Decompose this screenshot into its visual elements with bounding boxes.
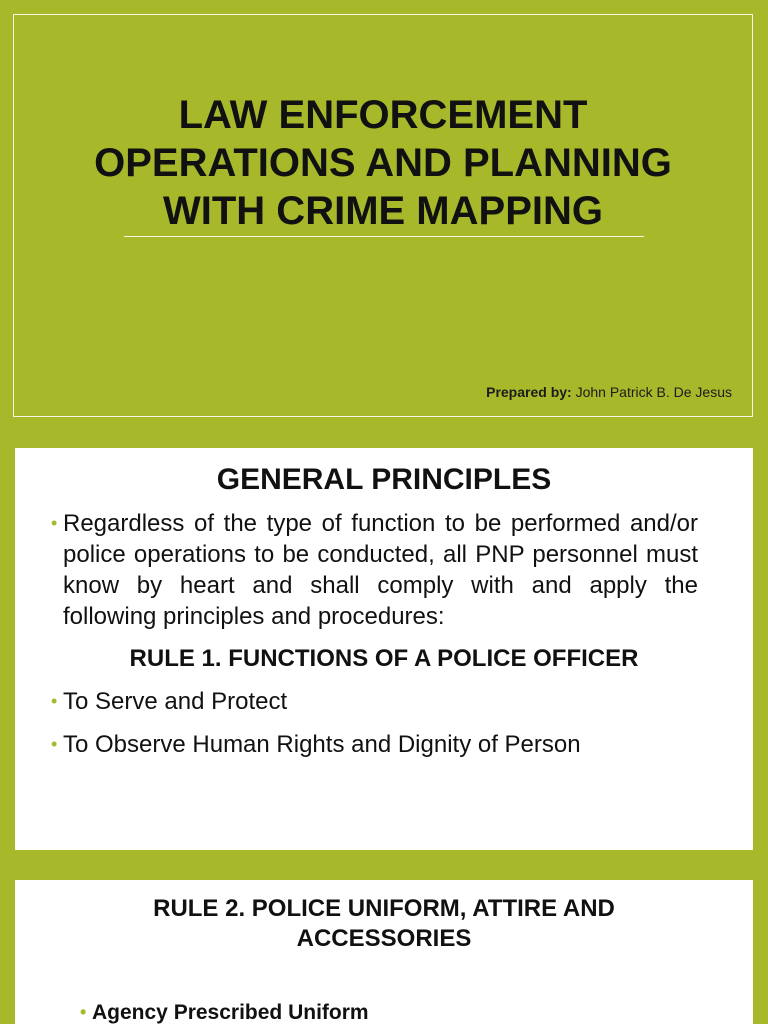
prepared-by-line <box>486 384 732 400</box>
bullet-dot-icon: • <box>80 1002 87 1022</box>
bullet-dot-icon: • <box>51 691 58 711</box>
bullet-dot-icon: • <box>51 513 58 533</box>
list-item-text: To Observe Human Rights and Dignity of Person <box>63 731 581 758</box>
title-divider <box>124 236 644 237</box>
list-item <box>80 997 369 1024</box>
author-name: John Patrick B. De Jesus <box>575 384 732 400</box>
intro-text: Regardless of the type of function to be performed and/or police operations to be conducted, all PNP personnel must know by heart and shall comply with and apply the following principles and procedures: <box>63 510 698 630</box>
prepared-by-label: Prepared by: <box>486 384 572 400</box>
intro-bullet <box>51 508 698 632</box>
list-item <box>51 686 288 717</box>
list-item-text: Agency Prescribed Uniform <box>92 1001 369 1024</box>
title-slide <box>13 14 753 417</box>
general-principles-slide <box>15 448 753 850</box>
slide-title: LAW ENFORCEMENT OPERATIONS AND PLANNING WITH CRIME MAPPING <box>94 93 672 233</box>
rule2-heading: RULE 2. POLICE UNIFORM, ATTIRE AND ACCESSORIES <box>153 895 615 952</box>
bullet-dot-icon: • <box>51 734 58 754</box>
list-item-text: To Serve and Protect <box>63 688 288 715</box>
list-item <box>51 729 581 760</box>
general-principles-heading: GENERAL PRINCIPLES <box>216 463 552 496</box>
rule1-heading: RULE 1. FUNCTIONS OF A POLICE OFFICER <box>129 645 639 672</box>
rule2-slide <box>15 880 753 1024</box>
